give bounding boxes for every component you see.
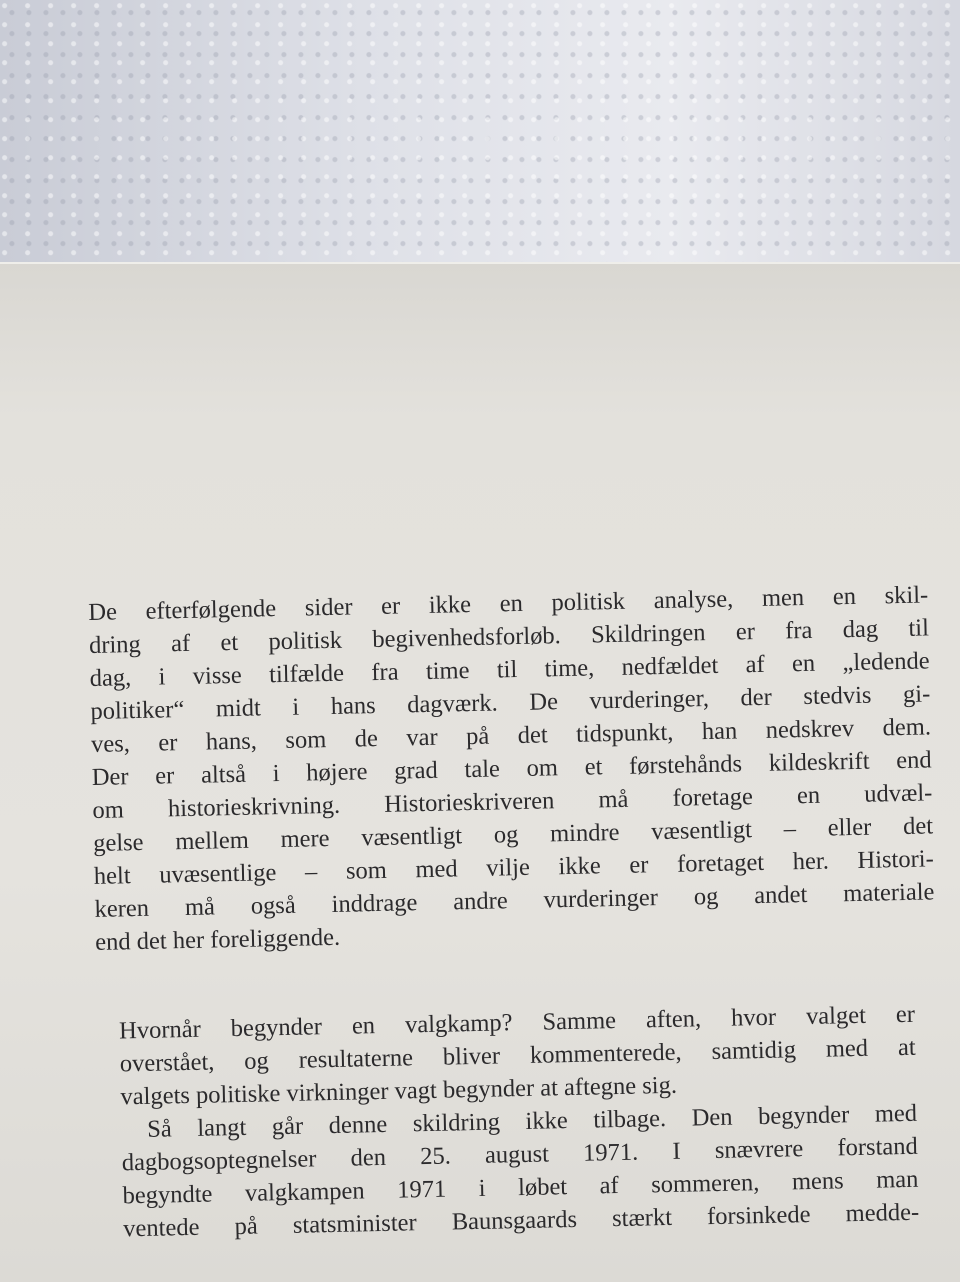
text-line: helt uvæsentlige – som med vilje ikke er foretaget her. Histori-: [93, 845, 934, 890]
text-line: ves, er hans, som de var på det tidspunkt, han nedskrev dem.: [90, 713, 932, 758]
text-line: dag, i visse tilfælde fra time til time, nedfældet af en „ledende: [89, 647, 930, 692]
page-text: [88, 578, 941, 1245]
paragraph-intro: [88, 578, 935, 959]
paragraph-question: [119, 998, 917, 1114]
text-line: keren må også inddrage andre vurderinger og andet materiale: [94, 878, 935, 923]
text-line: ventede på statsminister Baunsgaards stærkt forsinkede medde-: [122, 1198, 920, 1243]
text-line: end det her foreliggende.: [94, 923, 341, 956]
text-line: Så langt går denne skildring ikke tilbage. Den begynder med: [146, 1099, 918, 1143]
paragraph-start: [121, 1097, 920, 1246]
text-line: dagbogsoptegnelser den 25. august 1971. I snævrere forstand: [121, 1132, 918, 1177]
text-line: dring af et politisk begivenhedsforløb. Skildringen er fra dag til: [88, 614, 930, 659]
text-line: Der er altså i højere grad tale om et førstehånds kildeskrift end: [91, 746, 932, 791]
text-line: Hvornår begynder en valgkamp? Samme aften, hvor valget er: [118, 1000, 916, 1045]
text-line: gelse mellem mere væsentligt og mindre væsentligt – eller det: [92, 812, 934, 857]
wall-background: [0, 0, 960, 262]
text-line: De efterfølgende sider er ikke en politisk analyse, men en skil-: [88, 581, 929, 626]
text-line: om historieskrivning. Historieskriveren må foretage en udvæl-: [92, 779, 933, 824]
text-line: overstået, og resultaterne bliver kommenterede, samtidig med at: [119, 1033, 916, 1078]
text-line: begyndte valgkampen 1971 i løbet af sommeren, mens man: [122, 1165, 919, 1210]
text-line: politiker“ midt i hans dagværk. De vurderinger, der stedvis gi-: [90, 680, 931, 725]
text-line: valgets politiske virkninger vagt begynder at aftegne sig.: [120, 1071, 678, 1111]
